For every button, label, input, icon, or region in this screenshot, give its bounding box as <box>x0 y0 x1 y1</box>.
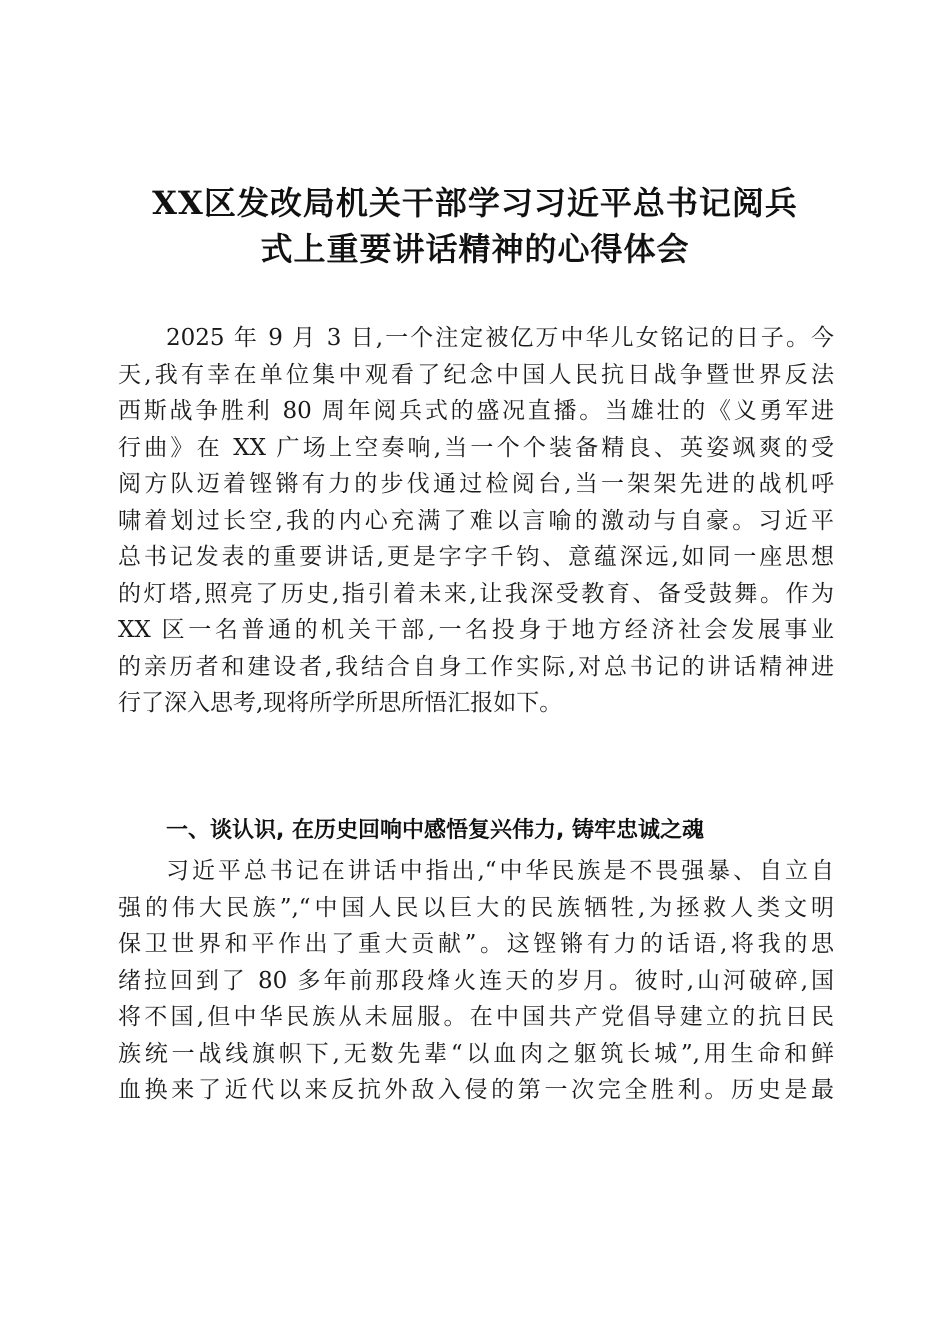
paragraph-line: 西斯战争胜利 80 周年阅兵式的盛况直播。当雄壮的《义勇军进 <box>118 398 834 424</box>
paragraph-line: 阅方队迈着铿锵有力的步伐通过检阅台,当一架架先进的战机呼 <box>118 471 834 497</box>
paragraph-line: 总书记发表的重要讲话,更是字字千钧、意蕴深远,如同一座思想 <box>118 544 834 570</box>
paragraph-line: 绪拉回到了 80 多年前那段烽火连天的岁月。彼时,山河破碎,国 <box>118 967 834 994</box>
paragraph-line: 习近平总书记在讲话中指出,“中华民族是不畏强暴、自立自 <box>166 858 834 884</box>
paragraph-line: 行了深入思考,现将所学所思所悟汇报如下。 <box>118 690 563 716</box>
paragraph-line: 将不国,但中华民族从未屈服。在中国共产党倡导建立的抗日民 <box>118 1004 834 1030</box>
document-title <box>110 180 840 272</box>
section-paragraph <box>118 853 834 1109</box>
paragraph-line: 保卫世界和平作出了重大贡献”。这铿锵有力的话语,将我的思 <box>118 931 834 957</box>
title-line: 式上重要讲话精神的心得体会 <box>260 230 690 268</box>
paragraph-line: 强的伟大民族”,“中国人民以巨大的民族牺牲,为拯救人类文明 <box>118 894 834 921</box>
paragraph-line: 天,我有幸在单位集中观看了纪念中国人民抗日战争暨世界反法 <box>118 361 834 388</box>
intro-paragraph <box>118 320 834 722</box>
paragraph-line: XX 区一名普通的机关干部,一名投身于地方经济社会发展事业 <box>118 617 834 643</box>
paragraph-line: 族统一战线旗帜下,无数先辈“以血肉之躯筑长城”,用生命和鲜 <box>118 1040 834 1067</box>
paragraph-line: 2025 年 9 月 3 日,一个注定被亿万中华儿女铭记的日子。今 <box>166 325 834 351</box>
section-heading: 一、谈认识, 在历史回响中感悟复兴伟力, 铸牢忠诚之魂 <box>166 818 705 843</box>
paragraph-line: 啸着划过长空,我的内心充满了难以言喻的激动与自豪。习近平 <box>118 507 834 534</box>
paragraph-line: 的灯塔,照亮了历史,指引着未来,让我深受教育、备受鼓舞。作为 <box>118 580 834 607</box>
paragraph-line: 的亲历者和建设者,我结合自身工作实际,对总书记的讲话精神进 <box>118 653 834 680</box>
title-line: XX区发改局机关干部学习习近平总书记阅兵 <box>152 184 798 222</box>
paragraph-line: 血换来了近代以来反抗外敌入侵的第一次完全胜利。历史是最 <box>118 1077 834 1103</box>
paragraph-line: 行曲》在 XX 广场上空奏响,当一个个装备精良、英姿飒爽的受 <box>118 434 834 461</box>
